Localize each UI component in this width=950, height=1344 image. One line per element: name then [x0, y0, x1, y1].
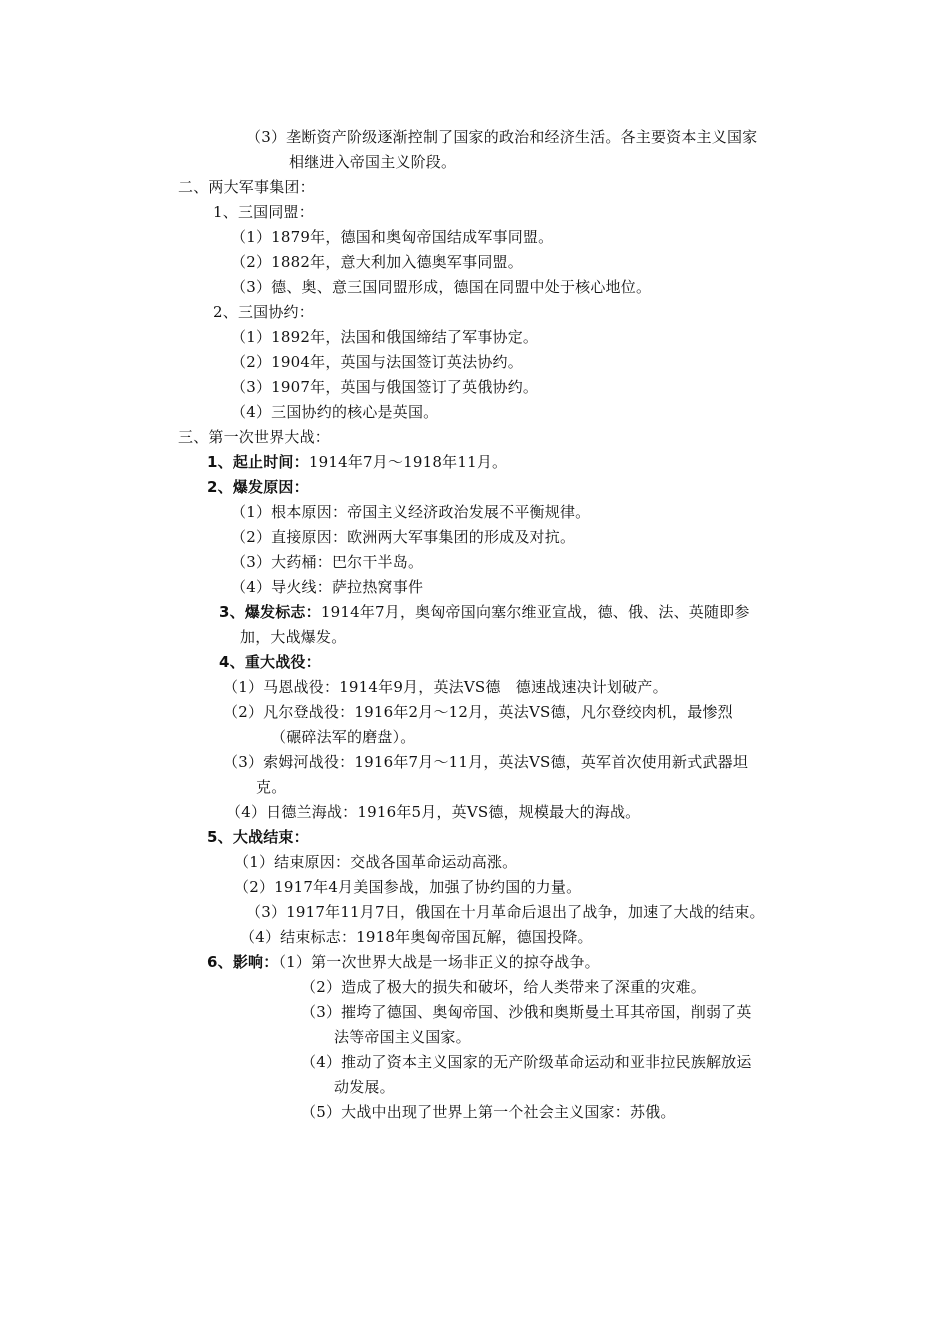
subheading-triple-entente: 2、三国协约：	[213, 303, 314, 321]
list-item: （1）1892年，法国和俄国缔结了军事协定。	[231, 328, 539, 346]
subheading-causes	[207, 477, 309, 497]
subheading-duration	[207, 452, 507, 472]
subheading-triple-alliance: 1、三国同盟：	[213, 203, 314, 221]
subheading-label: 4、重大战役：	[219, 653, 321, 671]
list-item: （2）1882年，意大利加入德奥军事同盟。	[231, 253, 523, 271]
line-continuation: 动发展。	[334, 1078, 395, 1096]
line-continuation: （碾碎法军的磨盘）。	[271, 728, 416, 746]
subheading-label: 2、爆发原因：	[207, 478, 309, 496]
list-item: （4）结束标志：1918年奥匈帝国瓦解，德国投降。	[240, 928, 593, 946]
line-continuation: 加，大战爆发。	[240, 628, 347, 646]
list-item: （3）索姆河战役：1916年7月～11月，英法VS德，英军首次使用新式武器坦	[223, 753, 749, 771]
subheading-battles	[219, 652, 321, 672]
list-item: （4）推动了资本主义国家的无产阶级革命运动和亚非拉民族解放运	[301, 1053, 752, 1071]
subheading-label: 6、影响：	[207, 953, 279, 971]
list-item: （1）马恩战役：1914年9月，英法VS德 德速战速决计划破产。	[223, 678, 668, 696]
section-heading-ww1: 三、第一次世界大战：	[178, 428, 331, 446]
line-monopoly-1: （3）垄断资产阶级逐渐控制了国家的政治和经济生活。各主要资本主义国家	[246, 128, 758, 146]
list-item: （2）凡尔登战役：1916年2月～12月，英法VS德，凡尔登绞肉机，最惨烈	[223, 703, 733, 721]
list-item: （4）日德兰海战：1916年5月，英VS德，规模最大的海战。	[226, 803, 641, 821]
list-item: （4）三国协约的核心是英国。	[231, 403, 439, 421]
list-item: （1）结束原因：交战各国革命运动高涨。	[234, 853, 518, 871]
subheading-label: 1、起止时间：	[207, 453, 309, 471]
subheading-end	[207, 827, 309, 847]
subheading-outbreak-sign	[219, 602, 750, 622]
list-item: （3）德、奥、意三国同盟形成，德国在同盟中处于核心地位。	[231, 278, 652, 296]
list-item: （2）直接原因：欧洲两大军事集团的形成及对抗。	[231, 528, 576, 546]
line-continuation: 克。	[256, 778, 287, 796]
section-heading-two-blocs: 二、两大军事集团：	[178, 178, 315, 196]
list-item: （3）1907年，英国与俄国签订了英俄协约。	[231, 378, 539, 396]
list-item: （5）大战中出现了世界上第一个社会主义国家：苏俄。	[301, 1103, 676, 1121]
subheading-text: 1914年7月～1918年11月。	[308, 453, 508, 471]
list-item: （3）摧垮了德国、奥匈帝国、沙俄和奥斯曼土耳其帝国，削弱了英	[301, 1003, 752, 1021]
list-item: （3）大药桶：巴尔干半岛。	[231, 553, 424, 571]
list-item: （2）1904年，英国与法国签订英法协约。	[231, 353, 523, 371]
subheading-impact	[207, 952, 600, 972]
list-item: （2）造成了极大的损失和破坏，给人类带来了深重的灾难。	[301, 978, 706, 996]
subheading-label: 3、爆发标志：	[219, 603, 321, 621]
list-item: （1）1879年，德国和奥匈帝国结成军事同盟。	[231, 228, 554, 246]
subheading-label: 5、大战结束：	[207, 828, 309, 846]
line-monopoly-2: 相继进入帝国主义阶段。	[289, 153, 457, 171]
subheading-text: 1914年7月，奥匈帝国向塞尔维亚宣战，德、俄、法、英随即参	[320, 603, 750, 621]
list-item: （1）根本原因：帝国主义经济政治发展不平衡规律。	[231, 503, 591, 521]
list-item: （3）1917年11月7日，俄国在十月革命后退出了战争，加速了大战的结束。	[246, 903, 765, 921]
list-item: （2）1917年4月美国参战，加强了协约国的力量。	[234, 878, 582, 896]
list-item: （4）导火线：萨拉热窝事件	[231, 578, 424, 596]
subheading-text: （1）第一次世界大战是一场非正义的掠夺战争。	[278, 953, 600, 971]
line-continuation: 法等帝国主义国家。	[334, 1028, 471, 1046]
